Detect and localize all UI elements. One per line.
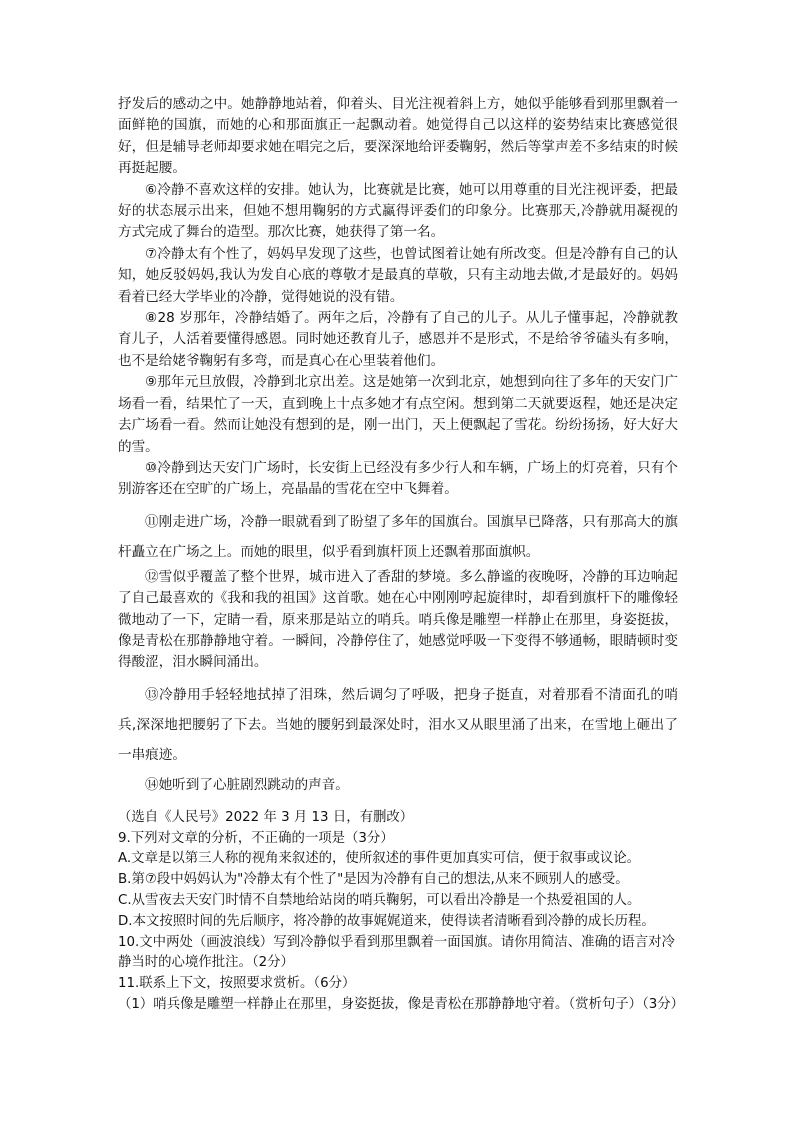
question-9-option-b: B.第⑦段中妈妈认为"冷静太有个性了"是因为冷静有自己的想法,从来不顾别人的感受。 bbox=[118, 872, 629, 888]
question-11: 11.联系上下文，按照要求赏析。（6分） bbox=[118, 976, 356, 992]
paragraph-6: ⑥冷静不喜欢这样的安排。她认为，比赛就是比赛，她可以用尊重的目光注视评委，把最好的状态展示出来，但她不想用鞠躬的方式赢得评委们的印象分。比赛那天,冷静就用凝视的方式完成了舞台的造型。那次比赛，她获得了第一名。 bbox=[118, 181, 678, 241]
question-9-option-d: D.本文按照时间的先后顺序，将冷静的故事娓娓道来，使得读者清晰看到冷静的成长历程。 bbox=[118, 913, 655, 929]
paragraph-12: ⑫雪似乎覆盖了整个世界，城市进入了香甜的梦境。多么静谧的夜晚呀，冷静的耳边响起了自己最喜欢的《我和我的祖国》这首歌。她在心中刚刚哼起旋律时，却看到旗杆下的雕像轻微地动了一下，定睛一看，原来那是站立的哨兵。哨兵像是雕塑一样静止在那里，身姿挺拔，像是青松在那静静地守着。一瞬间，冷静停住了，她感觉呼吸一下变得不够通畅，眼睛顿时变得酸涩，泪水瞬间涌出。 bbox=[118, 568, 678, 671]
question-9: 9.下列对文章的分析，不正确的一项是（3分） bbox=[118, 830, 394, 846]
question-10: 10.文中两处（画波浪线）写到冷静似乎看到那里飘着一面国旗。请你用简洁、准确的语言对冷静当时的心境作批注。（2分） bbox=[118, 934, 675, 971]
question-11-part-1: （1）哨兵像是雕塑一样静止在那里，身姿挺拔，像是青松在那静静地守着。（赏析句子）（3分） bbox=[118, 996, 685, 1012]
document-page bbox=[118, 94, 685, 1016]
paragraph-11: ⑪刚走进广场，冷静一眼就看到了盼望了多年的国旗台。国旗早已降落，只有那高大的旗杆矗立在广场之上。而她的眼里，似乎看到旗杆顶上还飘着那面旗帜。 bbox=[118, 513, 678, 560]
paragraph-13: ⑬冷静用手轻轻地拭掉了泪珠，然后调匀了呼吸，把身子挺直，对着那看不清面孔的哨兵,深深地把腰躬了下去。当她的腰躬到最深处时，泪水又从眼里涌了出来，在雪地上砸出了一串痕迹。 bbox=[118, 686, 678, 763]
paragraph-7: ⑦冷静太有个性了，妈妈早发现了这些，也曾试图着让她有所改变。但是冷静有自己的认知，她反驳妈妈,我认为发自心底的尊敬才是最真的草敬，只有主动地去做,才是最好的。妈妈看着已经大学毕业的冷静，觉得她说的没有错。 bbox=[118, 245, 678, 305]
source-citation: （选自《人民号》2022 年 3 月 13 日，有删改） bbox=[118, 809, 414, 825]
paragraph-8: ⑧28 岁那年，冷静结婚了。两年之后，冷静有了自己的儿子。从儿子懂事起，冷静就教育儿子，人活着要懂得感恩。同时她还教育儿子，感恩并不是形式，不是给爷爷磕头有多响，也不是给姥爷鞠躬有多弯，而是真心在心里装着他们。 bbox=[118, 310, 678, 369]
paragraph-14: ⑭她听到了心脏剧烈跳动的声音。 bbox=[145, 776, 349, 793]
question-9-option-a: A.文章是以第三人称的视角来叙述的，使所叙述的事件更加真实可信，便于叙事或议论。 bbox=[118, 851, 641, 867]
paragraph-10: ⑩冷静到达天安门广场时，长安街上已经没有多少行人和车辆，广场上的灯亮着，只有个别游客还在空旷的广场上，亮晶晶的雪花在空中飞舞着。 bbox=[118, 459, 678, 498]
question-9-option-c: C.从雪夜去天安门时情不自禁地给站岗的哨兵鞠躬，可以看出冷静是一个热爱祖国的人。 bbox=[118, 892, 641, 908]
paragraph-continued: 抒发后的感动之中。她静静地站着，仰着头、目光注视着斜上方，她似乎能够看到那里飘着一面鲜艳的国旗，而她的心和那面旗正一起飘动着。她觉得自己以这样的姿势结束比赛感觉很好，但是辅导老师却要求她在唱完之后，要深深地给评委鞠躬，然后等掌声差不多结束的时候再挺起腰。 bbox=[118, 96, 678, 177]
paragraph-9: ⑨那年元旦放假，冷静到北京出差。这是她第一次到北京，她想到向往了多年的天安门广场看一看，结果忙了一天，直到晚上十点多她才有点空闲。想到第二天就要返程，她还是决定去广场看一看。然而让她没有想到的是，刚一出门，天上便飘起了雪花。纷纷扬扬，好大好大的雪。 bbox=[118, 374, 678, 455]
